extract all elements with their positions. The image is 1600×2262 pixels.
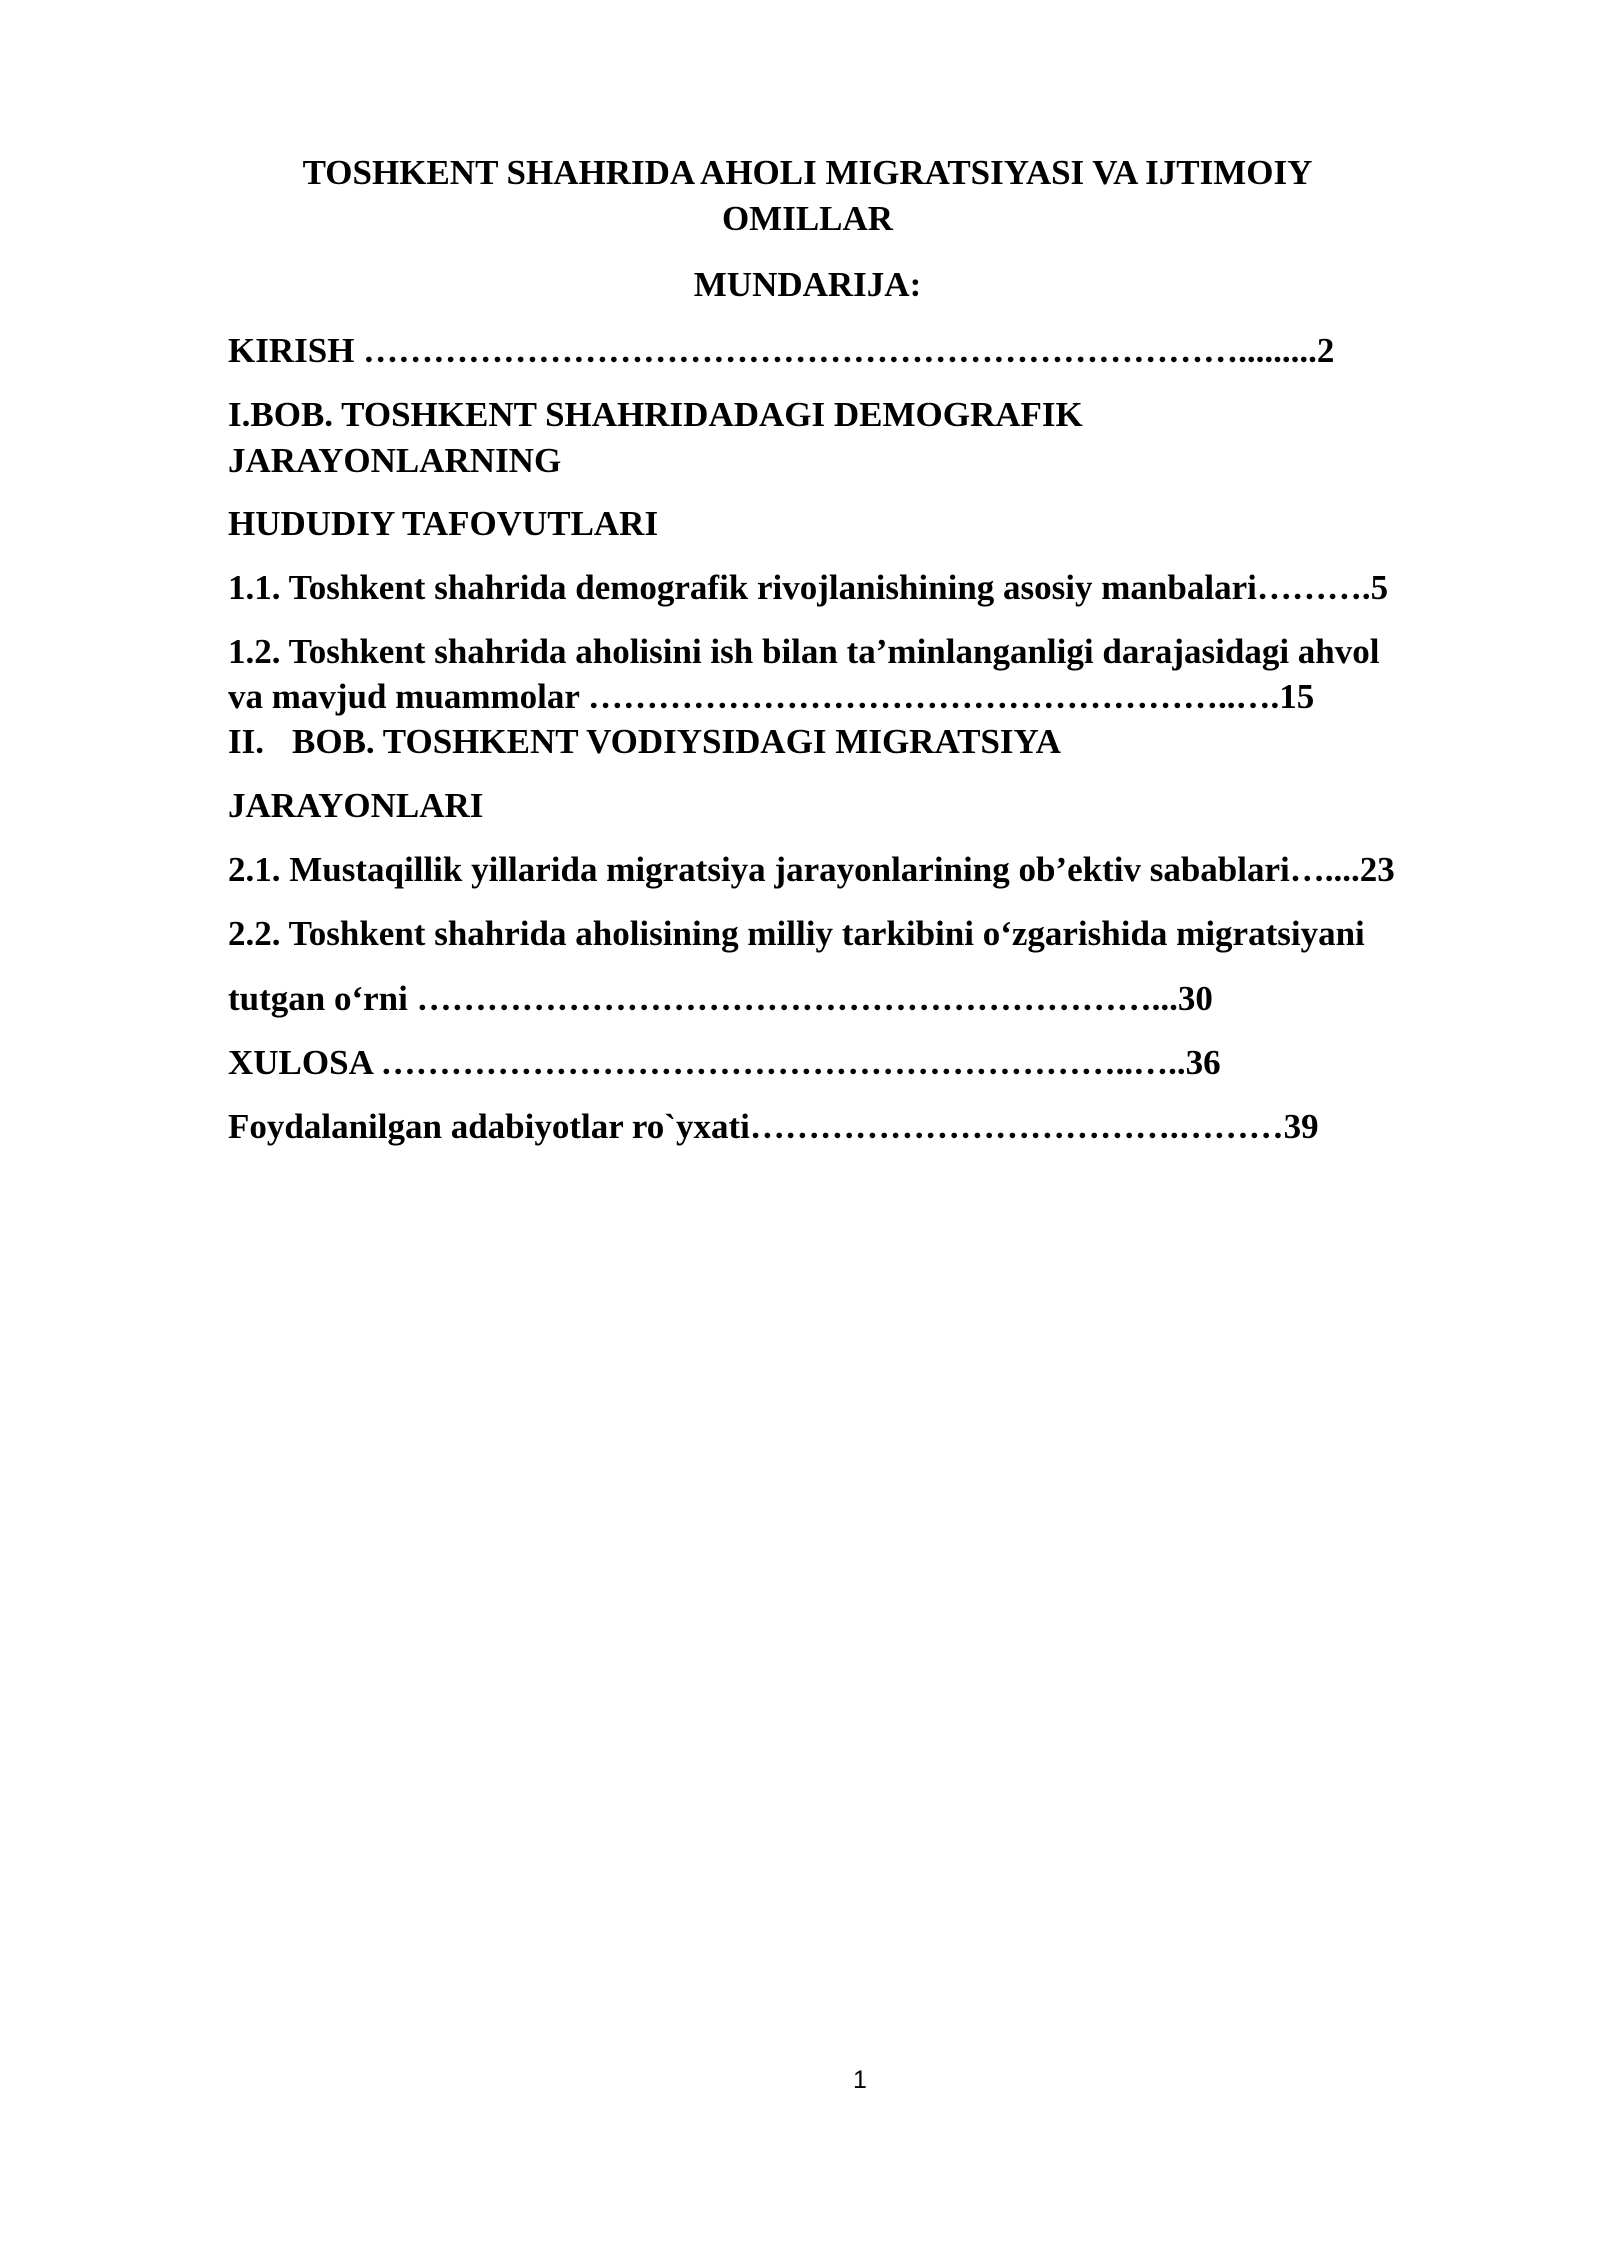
toc-entry-section-2-2-line2: tutgan o‘rni ………………………………………………………...30 [228, 979, 1213, 1018]
toc-entry-conclusion: XULOSA ………………………………………………………..…..36 [228, 1043, 1221, 1082]
toc-entry-references: Foydalanilgan adabiyotlar ro`yxati……………………………….………39 [228, 1107, 1319, 1146]
toc-entry-section-1-1: 1.1. Toshkent shahrida demografik rivojlanishining asosiy manbalari……….5 [228, 568, 1389, 607]
toc-chapter1-heading-line3: HUDUDIY TAFOVUTLARI [228, 504, 659, 543]
toc-entry-intro: KIRISH ………………………………………………………………….........2 [228, 331, 1335, 370]
toc-entry-section-2-1: 2.1. Mustaqillik yillarida migratsiya jarayonlarining ob’ektiv sabablari…....23 [228, 850, 1395, 889]
toc-chapter1-heading-line2: JARAYONLARNING [228, 441, 562, 480]
toc-chapter1-heading-line1: I.BOB. TOSHKENT SHAHRIDADAGI DEMOGRAFIK [228, 395, 1083, 434]
toc-chapter2-heading-line2: JARAYONLARI [228, 786, 484, 825]
toc-chapter2-title: BOB. TOSHKENT VODIYSIDAGI MIGRATSIYA [292, 722, 1061, 761]
page-number: 1 [853, 2066, 867, 2094]
contents-heading: MUNDARIJA: [693, 265, 922, 304]
toc-chapter2-heading-line1 [228, 719, 1498, 765]
toc-entry-section-1-2-line2: va mavjud muammolar ………………………………………………..….15 [228, 677, 1315, 716]
toc-entry-section-2-2-line1: 2.2. Toshkent shahrida aholisining milliy tarkibini o‘zgarishida migratsiyani [228, 914, 1365, 953]
toc-chapter2-number: II. [228, 722, 264, 761]
toc-entry-section-1-2-line1: 1.2. Toshkent shahrida aholisini ish bilan ta’minlanganligi darajasidagi ahvol [228, 632, 1380, 671]
document-title: TOSHKENT SHAHRIDA AHOLI MIGRATSIYASI VA IJTIMOIY OMILLAR [302, 153, 1313, 238]
